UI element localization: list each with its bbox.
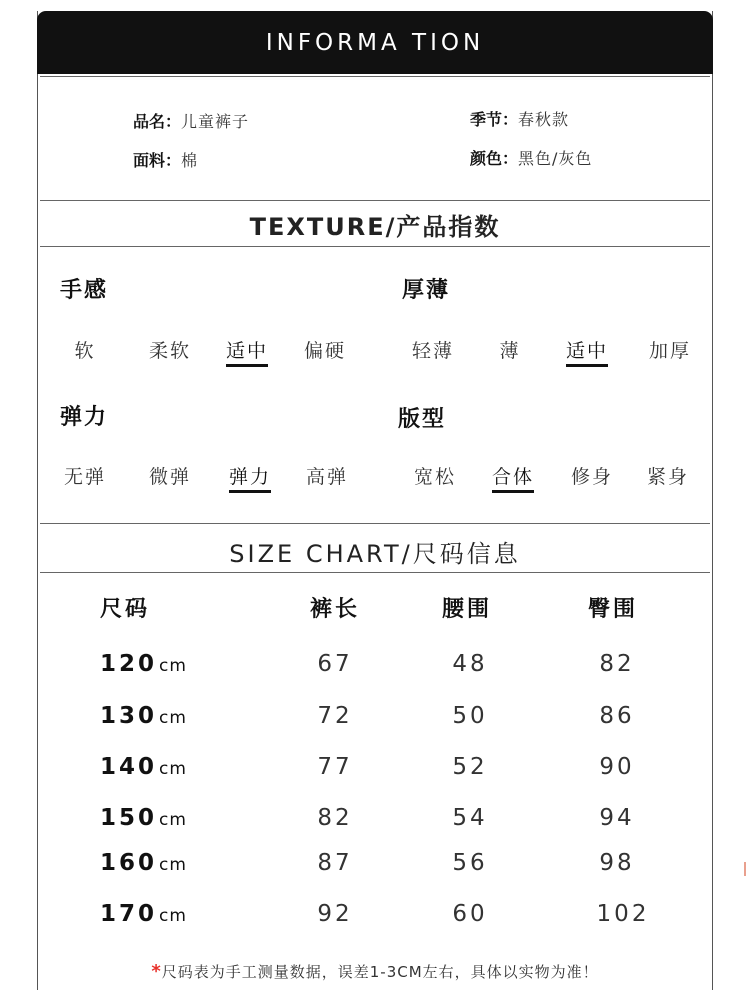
row-5-waist: 60 bbox=[452, 901, 488, 927]
hand-feel-option-2-label: 适中 bbox=[226, 340, 268, 367]
row-2-size-value: 140 bbox=[100, 754, 158, 780]
hand-feel-option-0-label: 软 bbox=[74, 340, 96, 362]
row-3-hip: 94 bbox=[599, 805, 635, 831]
header-length: 裤长 bbox=[310, 597, 361, 622]
row-4-waist: 56 bbox=[452, 850, 488, 876]
elasticity-option-1 bbox=[135, 462, 205, 489]
row-3-size bbox=[100, 805, 187, 831]
hand-feel-option-3 bbox=[290, 336, 360, 363]
size-chart-title: SIZE CHART/尺码信息 bbox=[229, 540, 521, 568]
elasticity-option-1-label: 微弹 bbox=[148, 466, 191, 488]
row-5-length: 92 bbox=[317, 901, 353, 927]
row-2-hip: 90 bbox=[599, 754, 635, 780]
row-4-size bbox=[100, 850, 187, 876]
info-fabric-value: 棉 bbox=[181, 151, 199, 170]
row-1-unit: cm bbox=[159, 708, 187, 728]
info-season-key: 季节： bbox=[470, 110, 519, 129]
texture-title: TEXTURE/产品指数 bbox=[249, 213, 501, 241]
thickness-option-1-label: 薄 bbox=[499, 340, 521, 362]
row-0-unit: cm bbox=[159, 656, 187, 676]
fit-option-1 bbox=[478, 462, 548, 489]
row-2-size bbox=[100, 754, 187, 780]
size-divider-bottom bbox=[40, 572, 710, 573]
row-2-length: 77 bbox=[317, 754, 353, 780]
fit-option-3 bbox=[633, 462, 703, 489]
row-5-size bbox=[100, 901, 187, 927]
header-size: 尺码 bbox=[100, 597, 151, 622]
header-hip: 臀围 bbox=[588, 597, 639, 622]
row-1-waist: 50 bbox=[452, 703, 488, 729]
row-5-hip: 102 bbox=[596, 901, 650, 927]
row-3-length: 82 bbox=[317, 805, 353, 831]
thickness-option-0-label: 轻薄 bbox=[411, 340, 454, 362]
hand-feel-option-0 bbox=[50, 336, 120, 363]
group-title-elasticity: 弹力 bbox=[60, 405, 109, 430]
header-waist: 腰围 bbox=[442, 597, 493, 622]
info-header bbox=[37, 11, 713, 74]
hand-feel-option-2 bbox=[212, 336, 282, 363]
note-text: 尺码表为手工测量数据，误差1-3CM左右，具体以实物为准！ bbox=[161, 963, 599, 981]
fit-option-3-label: 紧身 bbox=[646, 466, 689, 488]
row-1-length: 72 bbox=[317, 703, 353, 729]
row-5-size-value: 170 bbox=[100, 901, 158, 927]
row-1-size-value: 130 bbox=[100, 703, 158, 729]
row-3-waist: 54 bbox=[452, 805, 488, 831]
row-2-waist: 52 bbox=[452, 754, 488, 780]
row-0-waist: 48 bbox=[452, 651, 488, 677]
row-4-length: 87 bbox=[317, 850, 353, 876]
thickness-option-3 bbox=[635, 336, 705, 363]
hand-feel-option-1-label: 柔软 bbox=[148, 340, 191, 362]
info-name-key: 品名： bbox=[133, 112, 182, 131]
info-color-key: 颜色： bbox=[470, 149, 519, 168]
hand-feel-option-3-label: 偏硬 bbox=[303, 340, 346, 362]
thickness-option-1 bbox=[475, 336, 545, 363]
note-star: * bbox=[151, 961, 162, 982]
elasticity-option-0-label: 无弹 bbox=[63, 466, 106, 488]
fit-option-2-label: 修身 bbox=[570, 466, 613, 488]
size-divider-top bbox=[40, 523, 710, 524]
row-0-length: 67 bbox=[317, 651, 353, 677]
row-1-size bbox=[100, 703, 187, 729]
fit-option-2 bbox=[557, 462, 627, 489]
group-title-fit: 版型 bbox=[398, 407, 447, 432]
elasticity-option-2 bbox=[215, 462, 285, 489]
info-season bbox=[470, 107, 569, 130]
row-3-unit: cm bbox=[159, 810, 187, 830]
info-fabric-key: 面料： bbox=[133, 151, 182, 170]
row-0-size-value: 120 bbox=[100, 651, 158, 677]
info-fabric bbox=[133, 148, 198, 171]
texture-divider-top bbox=[40, 200, 710, 201]
thickness-option-0 bbox=[398, 336, 468, 363]
elasticity-option-3 bbox=[292, 462, 362, 489]
row-4-hip: 98 bbox=[599, 850, 635, 876]
texture-divider-bottom bbox=[40, 246, 710, 247]
row-2-unit: cm bbox=[159, 759, 187, 779]
hand-feel-option-1 bbox=[135, 336, 205, 363]
elasticity-option-2-label: 弹力 bbox=[229, 466, 271, 493]
elasticity-option-3-label: 高弹 bbox=[305, 466, 348, 488]
fit-option-0 bbox=[400, 462, 470, 489]
row-0-hip: 82 bbox=[599, 651, 635, 677]
info-name-value: 儿童裤子 bbox=[181, 112, 250, 131]
row-4-unit: cm bbox=[159, 855, 187, 875]
info-color-value: 黑色/灰色 bbox=[518, 149, 593, 168]
thickness-option-3-label: 加厚 bbox=[648, 340, 691, 362]
edge-mark bbox=[744, 862, 746, 876]
row-0-size bbox=[100, 651, 187, 677]
measurement-note bbox=[40, 961, 710, 982]
row-4-size-value: 160 bbox=[100, 850, 158, 876]
header-divider bbox=[40, 76, 710, 77]
info-color bbox=[470, 146, 592, 169]
row-5-unit: cm bbox=[159, 906, 187, 926]
group-title-thickness: 厚薄 bbox=[402, 278, 451, 303]
row-3-size-value: 150 bbox=[100, 805, 158, 831]
info-name bbox=[133, 109, 249, 132]
fit-option-1-label: 合体 bbox=[492, 466, 534, 493]
header-title: INFORMA TION bbox=[265, 29, 485, 56]
fit-option-0-label: 宽松 bbox=[413, 466, 456, 488]
row-1-hip: 86 bbox=[599, 703, 635, 729]
group-title-hand-feel: 手感 bbox=[60, 278, 109, 303]
thickness-option-2 bbox=[552, 336, 622, 363]
thickness-option-2-label: 适中 bbox=[566, 340, 608, 367]
elasticity-option-0 bbox=[50, 462, 120, 489]
info-season-value: 春秋款 bbox=[518, 110, 570, 129]
